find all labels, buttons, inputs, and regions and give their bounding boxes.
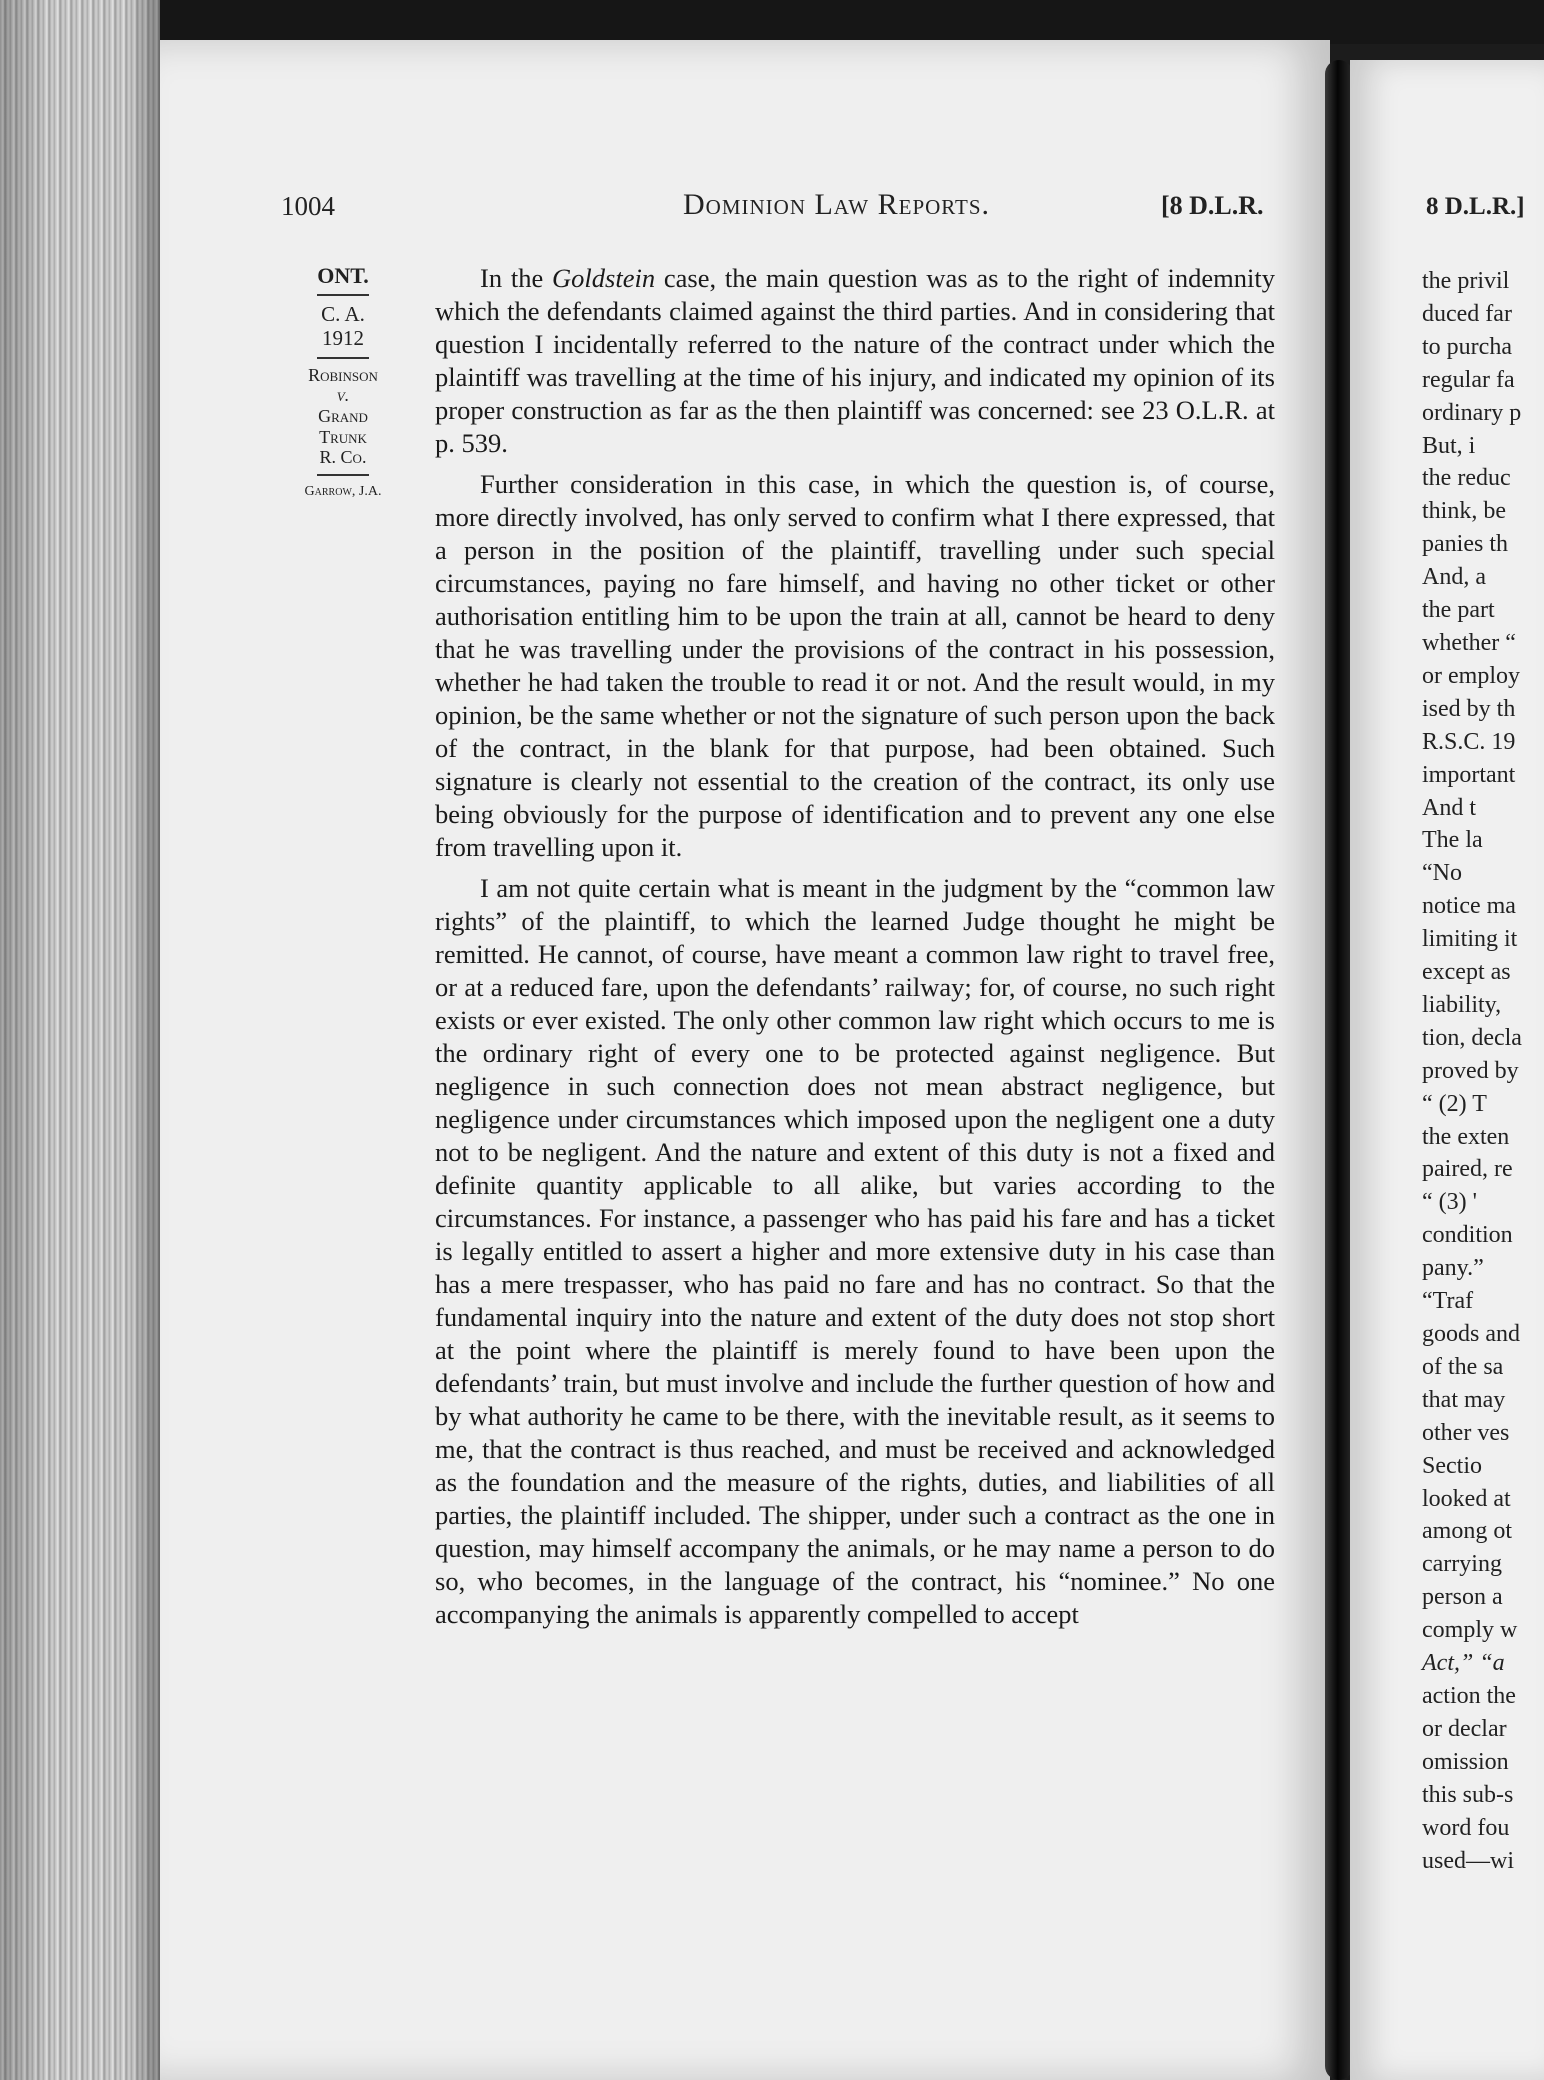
right-page-line: paired, re	[1422, 1156, 1513, 1183]
right-page-line: among ot	[1422, 1518, 1512, 1545]
right-page-line: “Traf	[1422, 1288, 1474, 1315]
right-page-line: the privil	[1422, 268, 1510, 294]
court-note: C. A.	[321, 302, 365, 327]
paragraph	[435, 872, 1275, 1631]
right-page-line: the exten	[1422, 1123, 1510, 1150]
right-page-line: panies th	[1422, 531, 1508, 558]
right-volume-citation: 8 D.L.R.]	[1426, 193, 1525, 220]
right-page-line: duced far	[1422, 300, 1512, 327]
case-name-line: Grand	[318, 405, 368, 426]
case-name-line: Robinson	[308, 364, 378, 385]
right-page-line: liability,	[1422, 991, 1502, 1018]
right-page-line: proved by	[1422, 1057, 1519, 1084]
jurisdiction-note: ONT.	[317, 263, 369, 288]
margin-rule	[317, 294, 369, 296]
year-note: 1912	[322, 326, 364, 351]
right-page-line: person a	[1422, 1584, 1503, 1611]
right-page-line: “ (2) T	[1422, 1090, 1487, 1117]
right-page-line: other ves	[1422, 1419, 1510, 1446]
paragraph	[435, 468, 1275, 864]
right-page-line: goods and	[1422, 1321, 1520, 1347]
judgment-text	[435, 262, 1275, 1639]
margin-rule	[317, 474, 369, 476]
margin-notes	[282, 263, 404, 500]
right-page-line: regular fa	[1422, 366, 1515, 393]
right-page-line: ised by th	[1422, 695, 1516, 722]
right-page-line: Sectio	[1422, 1452, 1482, 1479]
book-gutter	[1325, 60, 1353, 2080]
case-citation-italic: Goldstein	[552, 263, 656, 293]
right-page-line: used—wi	[1422, 1847, 1514, 1874]
judge-note: Garrow, J.A.	[304, 484, 382, 500]
right-page-line: And, a	[1422, 564, 1486, 591]
paragraph-lead: In the	[480, 263, 553, 293]
right-page-line: And t	[1422, 794, 1476, 821]
right-page-line: looked at	[1422, 1485, 1511, 1512]
paragraph	[435, 262, 1275, 460]
right-page-text	[1422, 265, 1522, 1877]
right-page-line: that may	[1422, 1386, 1506, 1413]
case-name-line: R. Co.	[319, 447, 367, 468]
right-page-line: comply w	[1422, 1617, 1518, 1644]
case-name-line: v.	[336, 385, 350, 406]
right-page-line: word fou	[1422, 1814, 1510, 1841]
case-name-line: Trunk	[319, 426, 367, 447]
right-page-line: “No	[1422, 860, 1462, 887]
right-page-line: omission	[1422, 1748, 1509, 1775]
right-page-line: action the	[1422, 1682, 1516, 1709]
right-page-line: this sub-s	[1422, 1781, 1514, 1808]
running-title: Dominion Law Reports.	[683, 188, 991, 221]
margin-rule	[317, 357, 369, 359]
right-page-line: ordinary p	[1422, 399, 1522, 426]
right-page-line: condition	[1422, 1222, 1513, 1249]
case-name-note	[282, 365, 404, 468]
right-page-line: think, be	[1422, 498, 1506, 525]
right-page-line: to purcha	[1422, 333, 1512, 360]
right-page-line: limiting it	[1422, 926, 1518, 953]
paragraph-text: Further consideration in this case, in which the question is, of course, more directly involved, has only served to confirm what I there expressed, that a person in the position of the plaintiff, travelling under such special circumstances, paying no fare himself, and having no other ticket or other authorisation entitling him to be upon the train at all, cannot be heard to deny that he was travelling under the provisions of the contract in his possession, whether he had taken the trouble to read it or not. And the result would, in my opinion, be the same whether or not the signature of such person upon the back of the contract, in the blank for that purpose, had been obtained. Such signature is clearly not essential to the creation of the contract, its only use being obviously for the purpose of identification and to prevent any one else from travelling upon it.	[435, 469, 1275, 862]
right-page-line: the reduc	[1422, 465, 1511, 492]
paragraph-text: I am not quite certain what is meant in the judgment by the “common law rights” of the plaintiff, to which the learned Judge thought he might be remitted. He cannot, of course, have meant a common law right to travel free, or at a reduced fare, upon the defendants’ railway; for, of course, no such right exists or ever existed. The only other common law right which occurs to me is the ordinary right of every one to be protected against negligence. But negligence in such connection does not mean abstract negligence, but negligence under circumstances which imposed upon the negligent one a duty not to be negligent. And the nature and extent of this duty is not a fixed and definite quantity applicable to all alike, but varies according to the circumstances. For instance, a passenger who has paid his fare and has a ticket is legally entitled to assert a higher and more extensive duty in his case than has a mere trespasser, who has paid no fare and has no contract. So that the fundamental inquiry into the nature and extent of the duty does not stop short at the point where the plaintiff is merely found to have been upon the defendants’ train, but must involve and include the further question of how and by what authority he came to be there, with the inevitable result, as it seems to me, that the contract is thus reached, and must be received and acknowledged as the foundation and the measure of the rights, duties, and liabilities of all parties, the plaintiff included. The shipper, under such a contract as the one in question, may himself accompany the animals, or he may name a person to do so, who becomes, in the language of the contract, his “nominee.” No one accompanying the animals is apparently compelled to accept	[435, 873, 1275, 1629]
right-page-line: pany.”	[1422, 1255, 1484, 1282]
right-page-line: carrying	[1422, 1551, 1502, 1578]
right-page-line: important	[1422, 761, 1516, 788]
page-stack-edge	[0, 0, 160, 2080]
right-page-line: R.S.C. 19	[1422, 728, 1516, 755]
right-page-line: or declar	[1422, 1715, 1507, 1742]
right-page	[1350, 60, 1544, 2080]
right-page-line: tion, decla	[1422, 1024, 1522, 1051]
volume-citation: [8 D.L.R.	[1161, 191, 1264, 220]
right-page-line: except as	[1422, 959, 1511, 986]
right-page-line: Act,” “a	[1422, 1650, 1505, 1677]
right-page-line: or employ	[1422, 662, 1520, 689]
right-page-line: notice ma	[1422, 893, 1516, 920]
right-page-line: The la	[1422, 827, 1483, 854]
scanner-top-band	[0, 0, 1544, 44]
right-page-line: “ (3) '	[1422, 1189, 1477, 1216]
right-page-line: whether “	[1422, 629, 1516, 656]
right-page-line: But, i	[1422, 432, 1476, 459]
page-number: 1004	[281, 191, 335, 221]
paragraph-text: case, the main question was as to the right of indemnity which the defendants claimed against the third parties. And in considering that question I incidentally referred to the nature of the contract under which the plaintiff was travelling at the time of his injury, and indicated my opinion of its proper construction as far as the then plaintiff was concerned: see 23 O.L.R. at p. 539.	[435, 263, 1275, 458]
right-page-line: of the sa	[1422, 1353, 1504, 1380]
right-page-line: the part	[1422, 597, 1495, 624]
